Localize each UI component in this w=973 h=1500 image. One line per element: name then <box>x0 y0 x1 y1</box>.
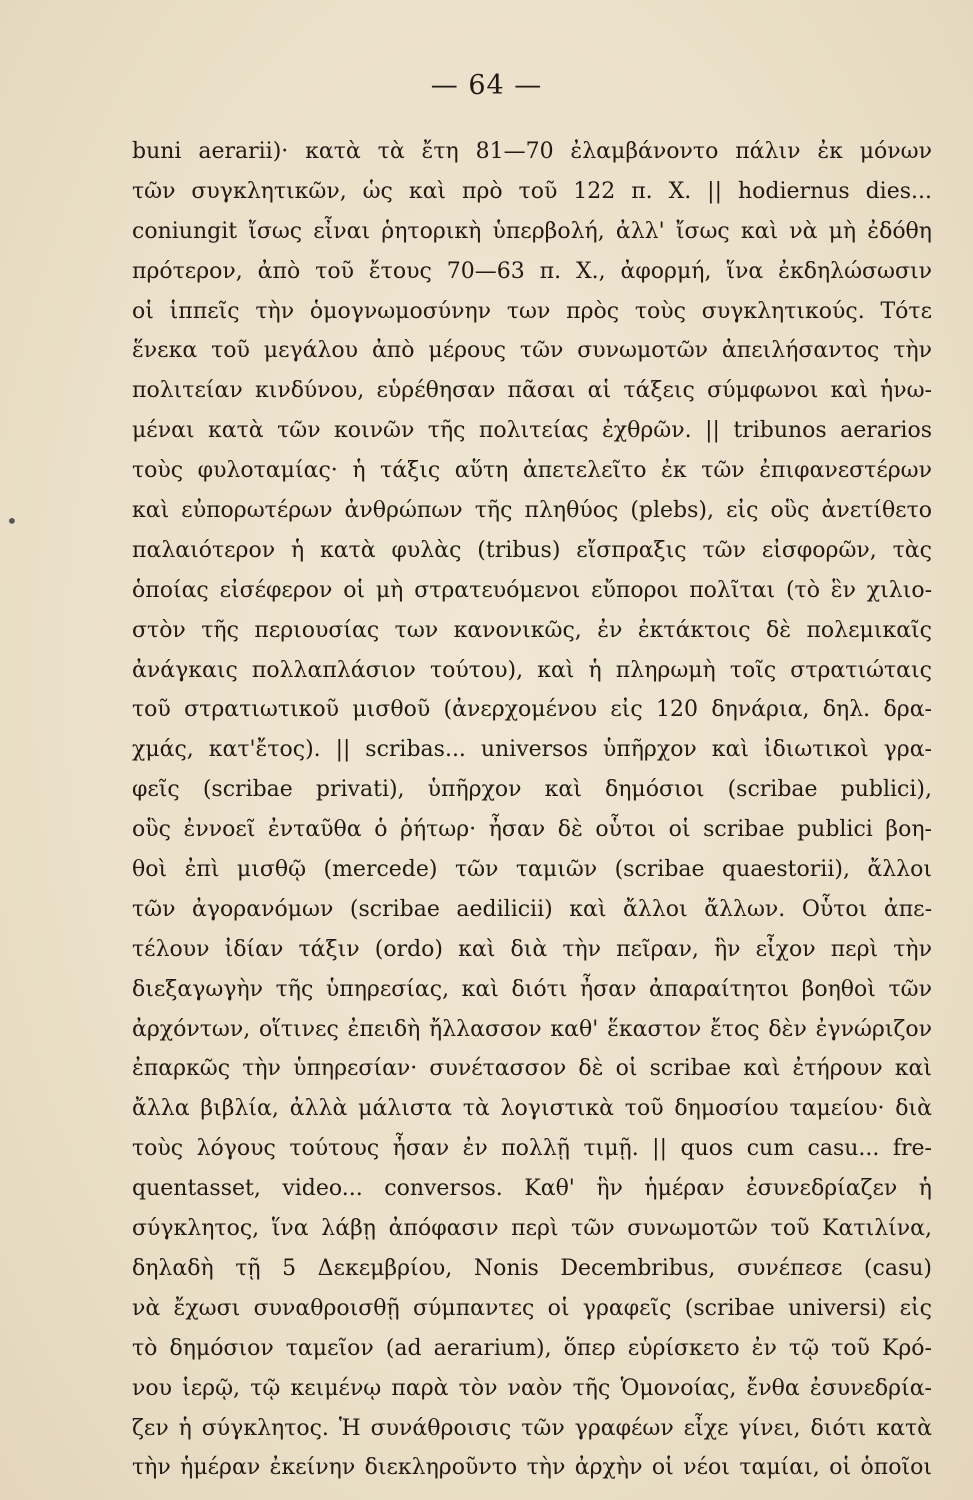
text-line: μέναι κατὰ τῶν κοινῶν τῆς πολιτείας ἐχθρῶν. || tribunos aerarios <box>132 418 932 444</box>
text-line: τὸ δημόσιον ταμεῖον (ad aerarium), ὅπερ εὑρίσκετο ἐν τῷ τοῦ Κρό- <box>132 1335 932 1361</box>
text-line: διεξαγωγὴν τῆς ὑπηρεσίας, καὶ διότι ἦσαν ἀπαραίτητοι βοηθοὶ τῶν <box>132 976 932 1002</box>
text-line: ὁποίας εἰσέφερον οἱ μὴ στρατευόμενοι εὔποροι πολῖται (τὸ ἓν χιλιο- <box>132 577 932 603</box>
text-line: buni aerarii)· κατὰ τὰ ἔτη 81—70 ἐλαμβάνοντο πάλιν ἐκ μόνων <box>132 139 932 164</box>
text-line: coniungit ἴσως εἶναι ῥητορικὴ ὑπερβολή, ἀλλ' ἴσως καὶ νὰ μὴ ἐδόθη <box>132 218 932 244</box>
commentary-text <box>132 132 932 1488</box>
text-line: τοὺς λόγους τούτους ἦσαν ἐν πολλῇ τιμῇ. || quos cum casu... fre- <box>132 1136 932 1162</box>
margin-mark: • <box>6 509 18 533</box>
text-line: νὰ ἔχωσι συναθροισθῇ σύμπαντες οἱ γραφεῖς (scribae universi) εἰς <box>132 1295 932 1321</box>
text-line: δηλαδὴ τῇ 5 Δεκεμβρίου, Nonis Decembribus, συνέπεσε (casu) <box>132 1255 932 1281</box>
text-line: οἱ ἱππεῖς τὴν ὁμογνωμοσύνην των πρὸς τοὺς συγκλητικούς. Τότε <box>132 298 932 324</box>
text-line: ἄλλα βιβλία, ἀλλὰ μάλιστα τὰ λογιστικὰ τοῦ δημοσίου ταμείου· διὰ <box>132 1096 932 1122</box>
text-line: τέλουν ἰδίαν τάξιν (ordo) καὶ διὰ τὴν πεῖραν, ἣν εἶχον περὶ τὴν <box>132 936 932 962</box>
text-line: χμάς, κατ'ἔτος). || scribas... universos ὑπῆρχον καὶ ἰδιωτικοὶ γρα- <box>132 737 932 763</box>
text-line: νου ἱερῷ, τῷ κειμένῳ παρὰ τὸν ναὸν τῆς Ὁμονοίας, ἔνθα ἐσυνεδρία- <box>132 1375 932 1401</box>
text-line: καὶ εὐπορωτέρων ἀνθρώπων τῆς πληθύος (plebs), εἰς οὓς ἀνετίθετο <box>132 498 932 524</box>
text-line: θοὶ ἐπὶ μισθῷ (mercede) τῶν ταμιῶν (scribae quaestorii), ἄλλοι <box>132 857 932 883</box>
text-line: τοῦ στρατιωτικοῦ μισθοῦ (ἀνερχομένου εἰς 120 δηνάρια, δηλ. δρα- <box>132 697 932 723</box>
text-line: τοὺς φυλοταμίας· ἡ τάξις αὕτη ἀπετελεῖτο ἐκ τῶν ἐπιφανεστέρων <box>132 458 932 484</box>
text-line: ἐπαρκῶς τὴν ὑπηρεσίαν· συνέτασσον δὲ οἱ scribae καὶ ἐτήρουν καὶ <box>132 1056 932 1082</box>
text-line: πολιτείαν κινδύνου, εὑρέθησαν πᾶσαι αἱ τάξεις σύμφωνοι καὶ ἡνω- <box>132 378 932 404</box>
text-line: στὸν τῆς περιουσίας των κανονικῶς, ἐν ἐκτάκτοις δὲ πολεμικαῖς <box>132 617 932 643</box>
text-line: ἀρχόντων, οἵτινες ἐπειδὴ ἤλλασσον καθ' ἕκαστον ἔτος δὲν ἐγνώριζον <box>132 1016 932 1042</box>
text-line: ἀνάγκαις πολλαπλάσιον τούτου), καὶ ἡ πληρωμὴ τοῖς στρατιώταις <box>132 657 932 683</box>
text-line: ζεν ἡ σύγκλητος. Ἡ συνάθροισις τῶν γραφέων εἶχε γίνει, διότι κατὰ <box>132 1415 932 1441</box>
text-line: quentasset, video... conversos. Καθ' ἣν ἡμέραν ἐσυνεδρίαζεν ἡ <box>132 1176 932 1202</box>
text-line: τῶν συγκλητικῶν, ὡς καὶ πρὸ τοῦ 122 π. Χ. || hodiernus dies... <box>132 178 932 204</box>
page-number: — 64 — <box>430 70 543 101</box>
text-line: παλαιότερον ἡ κατὰ φυλὰς (tribus) εἴσπραξις τῶν εἰσφορῶν, τὰς <box>132 537 932 563</box>
text-line: πρότερον, ἀπὸ τοῦ ἔτους 70—63 π. Χ., ἀφορμή, ἵνα ἐκδηλώσωσιν <box>132 258 932 284</box>
text-line: ἕνεκα τοῦ μεγάλου ἀπὸ μέρους τῶν συνωμοτῶν ἀπειλήσαντος τὴν <box>132 338 932 364</box>
text-line: σύγκλητος, ἵνα λάβῃ ἀπόφασιν περὶ τῶν συνωμοτῶν τοῦ Κατιλίνα, <box>132 1216 932 1242</box>
text-line: οὓς ἐννοεῖ ἐνταῦθα ὁ ῥήτωρ· ἦσαν δὲ οὗτοι οἱ scribae publici βοη- <box>132 817 932 843</box>
text-line: τῶν ἀγορανόμων (scribae aedilicii) καὶ ἄλλοι ἄλλων. Οὗτοι ἀπε- <box>132 896 932 922</box>
text-line: τὴν ἡμέραν ἐκείνην διεκληροῦντο τὴν ἀρχὴν οἱ νέοι ταμίαι, οἱ ὁποῖοι <box>132 1455 932 1481</box>
text-line: φεῖς (scribae privati), ὑπῆρχον καὶ δημόσιοι (scribae publici), <box>132 777 932 803</box>
